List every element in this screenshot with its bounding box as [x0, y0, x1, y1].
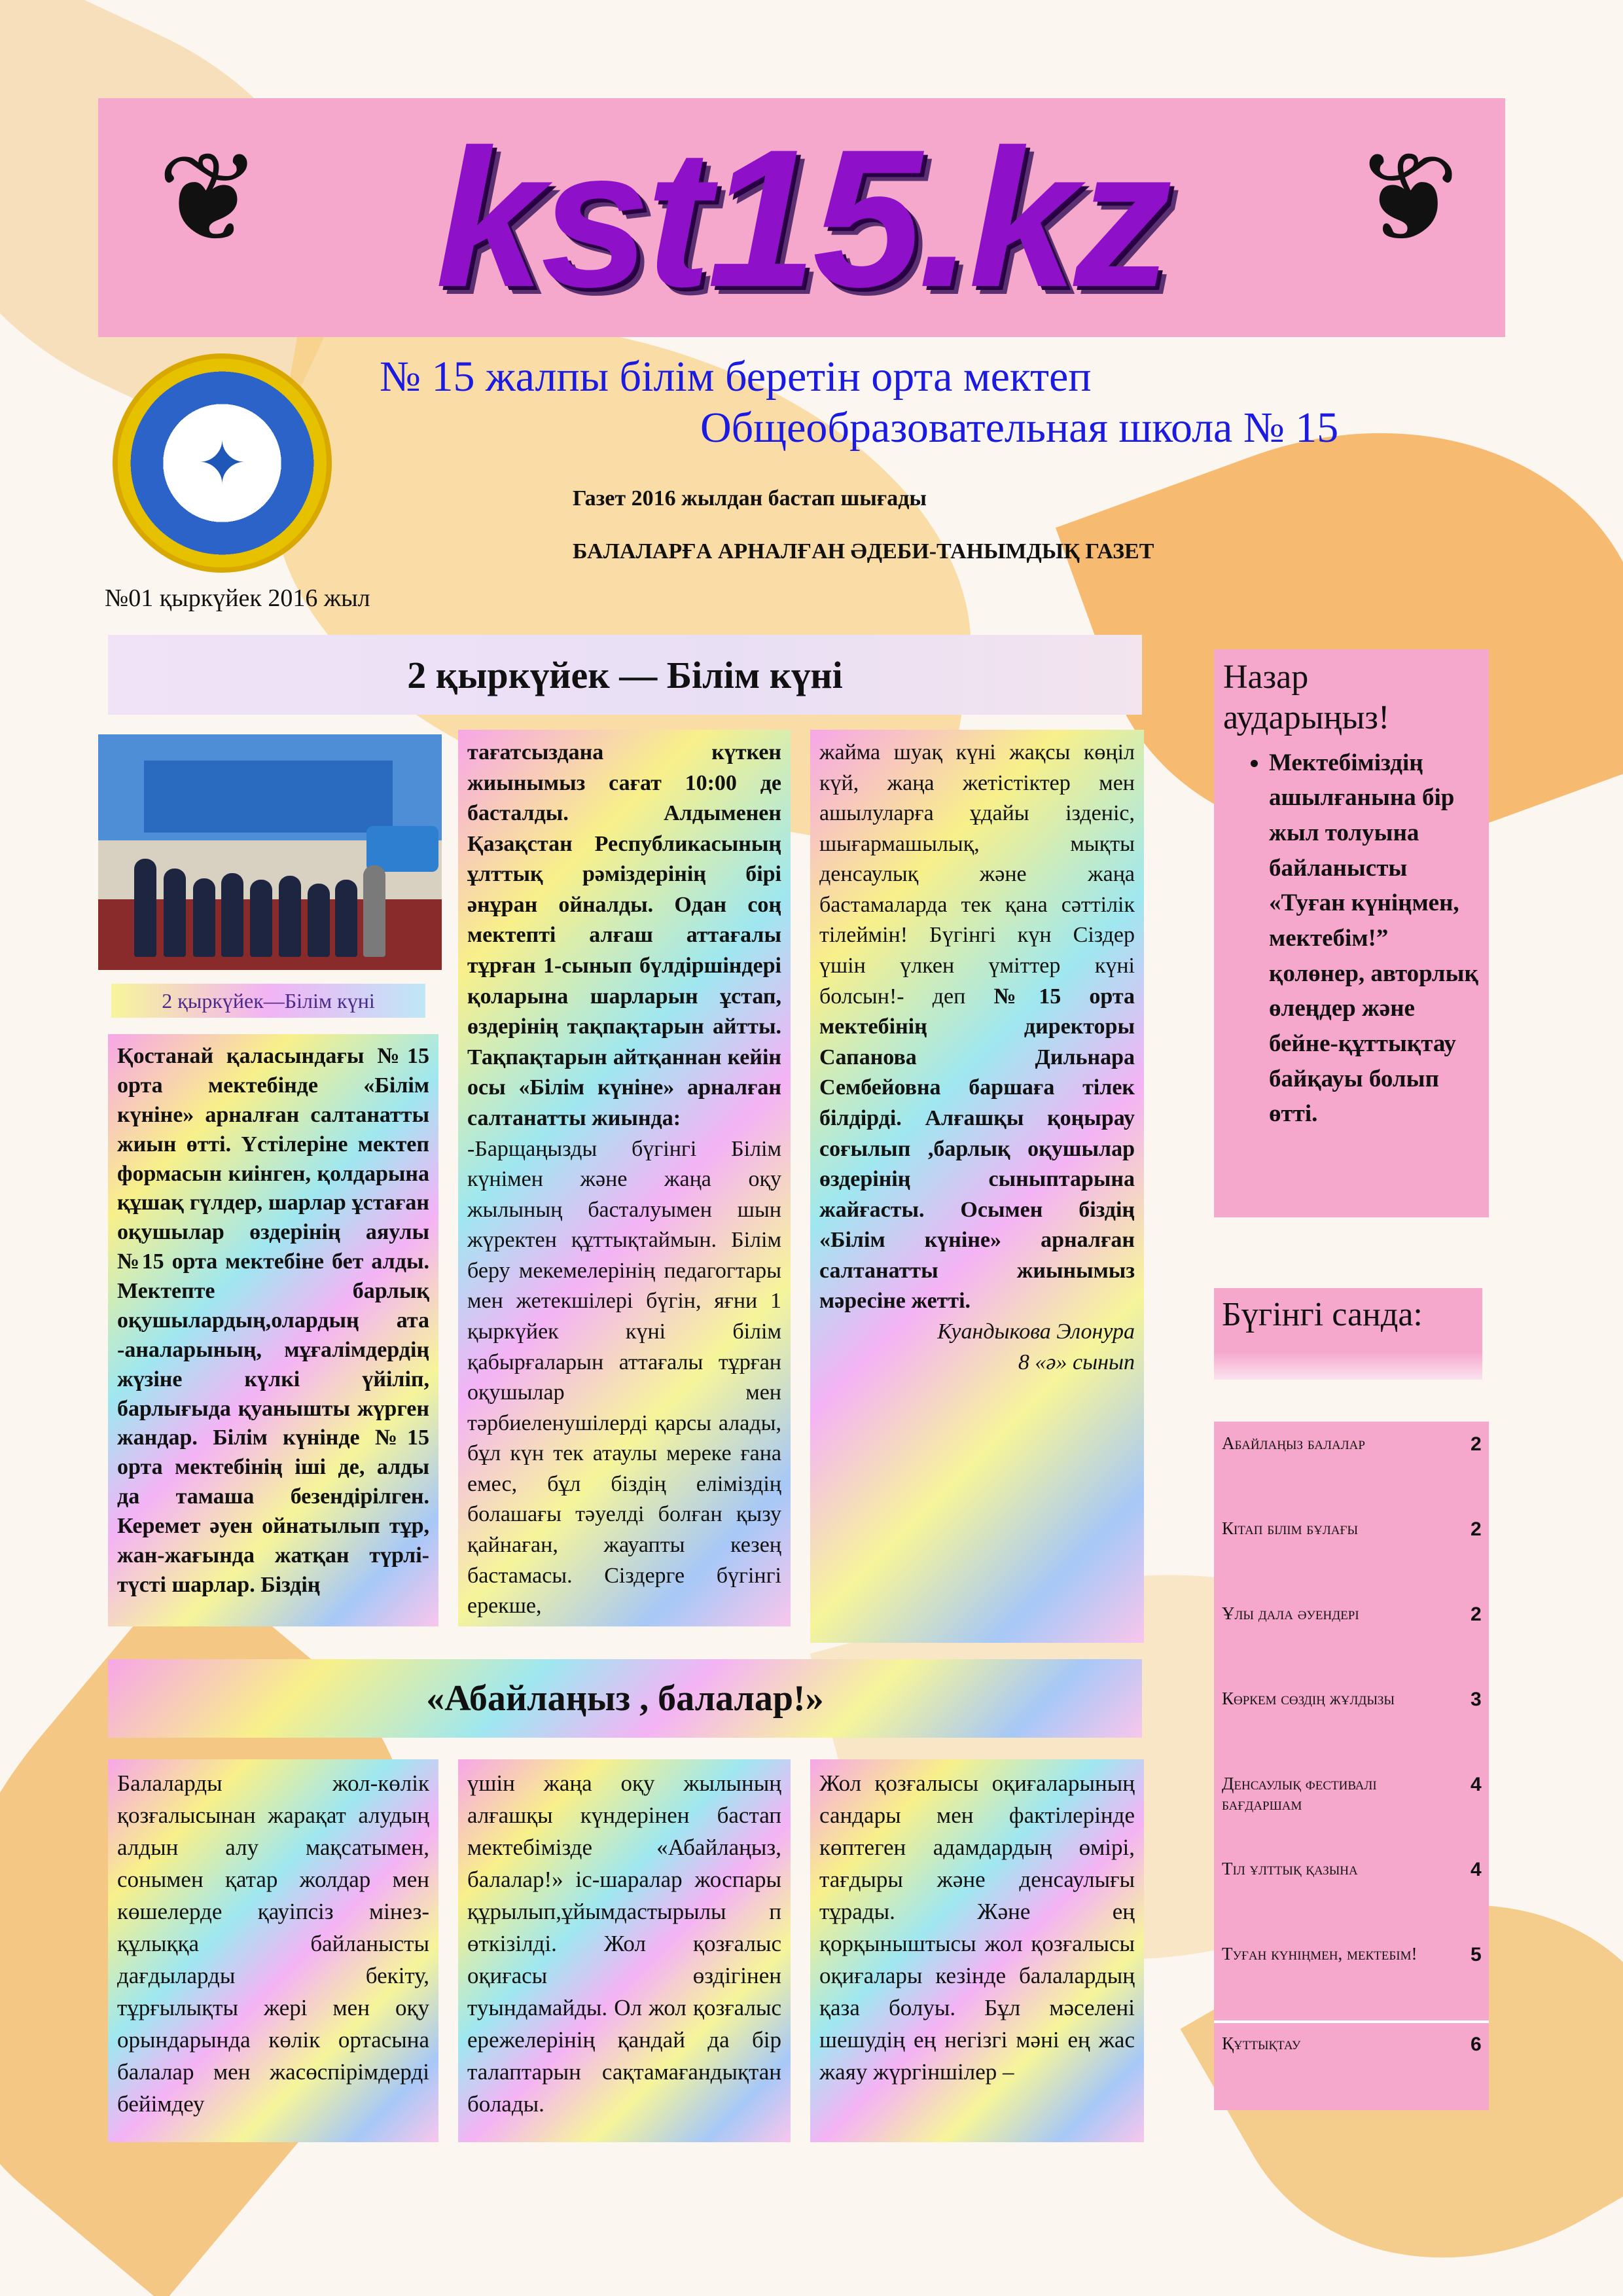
toc-row[interactable] [1222, 1518, 1497, 1541]
article1-column-3 [810, 730, 1144, 1643]
masthead-title: kst15.kz [435, 107, 1168, 328]
toc-row[interactable] [1222, 1774, 1497, 1814]
floral-ornament-icon: ❦ [1355, 131, 1459, 268]
toc-title: Туған күніңмен, мектебім! [1222, 1944, 1418, 1964]
toc-title: Кітап білім бұлағы [1222, 1518, 1359, 1538]
toc-heading-box [1214, 1288, 1482, 1380]
issue-number: №01 қыркүйек 2016 жыл [105, 584, 370, 612]
article2-heading [108, 1659, 1142, 1738]
toc-title: Көркем сөздің жұлдызы [1222, 1689, 1395, 1708]
toc-page: 4 [1471, 1774, 1482, 1795]
toc-title: Денсаулық фестивалі бағдаршам [1222, 1774, 1377, 1814]
toc-heading: Бүгінгі санда: [1222, 1296, 1423, 1333]
school-name-kz: № 15 жалпы білім беретін орта мектеп [380, 353, 1092, 401]
toc-title: Абайлаңыз балалар [1222, 1433, 1365, 1453]
school-logo-icon: ✦ [113, 353, 332, 573]
article1-author: Куандыкова Элонура [937, 1319, 1135, 1344]
photo-caption: 2 қыркүйек—Білім күні [111, 984, 425, 1018]
toc-title: Құттықтау [1222, 2034, 1301, 2053]
article1-column-2-bold: тағатсыздана күткен жиынымыз сағат 10:00 де басталды. Алдыменен Қазақстан Республикасының ұлттық рәміздерінің бірі әнұран ойналды. Одан соң мектепті алғаш аттағалы тұрған 1-сынып бүлдіршіндері қоларына шарларын ұстап, өздерінің тақпақтарын айтты. Тақпақтарын айтқаннан кейін осы «Білім күніне» арналған салтанатты жиында: [467, 740, 781, 1130]
article1-column-2-text: -Барщаңызды бүгінгі Білім күнімен және жаңа оқу жылының басталуымен шын жүректен құттықтаймын. Білім беру мекемелерінің педагогтары мен жетекшілері бүгін, яғни 1 қыркүйек күні білім қабырғаларын аттағалы тұрған оқушылар мен тәрбиеленушілерді қарсы алады, бұл күн тек атаулы мереке ғана емес, бұл біздің еліміздің болашағы тәуелді болған қызу қайнаған, жауапты кезең бастамасы. Сіздерге бүгінгі ерекше, [467, 1136, 781, 1619]
article1-author-class: 8 «ә» сынып [1018, 1350, 1135, 1374]
toc-row[interactable] [1222, 1944, 1497, 1966]
article1-column-2 [458, 730, 791, 1626]
floral-ornament-icon: ❦ [157, 131, 262, 268]
notice-item: • Мектебіміздің ашылғанына бір жыл толуына байланысты «Туған күніңмен, мектебім!” қолөнер, авторлық өлеңдер және бейне-құттықтау байқауы болып өтті. [1269, 745, 1480, 1132]
toc-page: 2 [1471, 1518, 1482, 1540]
toc-title: Тіл ұлттық қазына [1222, 1859, 1358, 1878]
since-line: Газет 2016 жылдан бастап шығады [573, 486, 927, 511]
article1-heading [108, 635, 1142, 715]
toc-page: 3 [1471, 1689, 1482, 1710]
article1-heading-text: 2 қыркүйек — Білім күні [407, 653, 843, 696]
toc-page: 2 [1471, 1604, 1482, 1625]
notice-box [1214, 649, 1489, 1217]
notice-heading: Назар аударыңыз! [1223, 658, 1390, 737]
toc-page: 5 [1471, 1944, 1482, 1965]
newspaper-subtitle: БАЛАЛАРҒА АРНАЛҒАН ӘДЕБИ-ТАНЫМДЫҚ ГАЗЕТ [573, 539, 1154, 564]
masthead-band [98, 98, 1505, 337]
toc-page: 6 [1471, 2034, 1482, 2055]
article1-column-3-text: жайма шуақ күні жақсы көңіл күй, жаңа жетістіктер мен ашылуларға ұдайы ізденіс, шығармашылық, мықты денсаулық және жаңа бастамаларда тек қана сәттілік тілеймін! Бүгінгі күн Сіздер үшін үлкен үміттер күні болсын!- деп [819, 740, 1135, 1009]
article1-column-1: Қостанай қаласындағы №15 орта мектебінде «Білім күніне» арналған салтанатты жиын өтті. Үстілеріне мектеп формасын киінген, қолдарына құшақ гүлдер, шарлар ұстаған оқушылар өздерінің аяулы №15 орта мектебіне бет алды. Мектепте барлық оқушылардың,олардың ата -аналарының, мұғалімдердің жүзіне күлкі үйіліп, барлығыда қуанышты жүрген жандар. Білім күнінде №15 орта мектебінің іші де, алды да тамаша безендірілген. Керемет әуен ойнатылып тұр, жан-жағында жатқан түрлі- түсті шарлар. Біздің [108, 1034, 438, 1626]
article2-column-3: Жол қозғалысы оқиғаларының сандары мен фактілерінде көптеген адамдардың өмірі, тағдыры және денсаулығы тұрады. Және ең қорқыныштысы жол қозғалысы оқиғалары кезінде балалардың қаза болуы. Бұл мәселені шешудің ең негізгі мәні ең жас жаяу жүргіншілер – [810, 1759, 1144, 2142]
toc-title: Ұлы дала әуендері [1222, 1604, 1359, 1623]
toc-divider [1214, 2020, 1489, 2023]
toc-row[interactable] [1222, 1689, 1497, 1711]
school-name-ru: Общеобразовательная школа № 15 [700, 404, 1339, 452]
toc-page: 4 [1471, 1859, 1482, 1880]
article2-heading-text: «Абайлаңыз , балалар!» [426, 1678, 824, 1719]
toc-row[interactable] [1222, 1859, 1497, 1881]
article2-column-1: Балаларды жол-көлік қозғалысынан жарақат алудың алдын алу мақсатымен, сонымен қатар жолдар мен көшелерде қауіпсіз мінез-құлыққа байланысты дағдыларды бекіту, тұрғылықты жері мен оқу орындарында көлік ортасына балалар мен жасөспірімдерді бейімдеу [108, 1759, 438, 2142]
toc-row[interactable] [1222, 1433, 1497, 1456]
article1-photo [98, 734, 442, 970]
toc-row[interactable] [1222, 1604, 1497, 1626]
toc-row[interactable] [1222, 2034, 1497, 2056]
toc-page: 2 [1471, 1433, 1482, 1455]
article1-column-3-bold: №15 орта мектебінің директоры Сапанова Дильнара Сембейовна баршаға тілек білдірді. Алғашқы қоңырау соғылып ,барлық оқушылар өздерінің сыныптарына жайғасты. Осымен біздің «Білім күніне» арналған салтанатты жиынымыз мәресіне жетті. [819, 984, 1135, 1314]
table-of-contents [1214, 1422, 1489, 2110]
article2-column-2: үшін жаңа оқу жылының алғашқы күндерінен бастап мектебімізде «Абайлаңыз, балалар!» іс-шаралар жоспары құрылып,ұйымдастырылы п өткізілді. Жол қозғалыс оқиғасы өздігінен туындамайды. Ол жол қозғалыс ережелерінің қандай да бір талаптарын сақтамағандықтан болады. [458, 1759, 791, 2142]
